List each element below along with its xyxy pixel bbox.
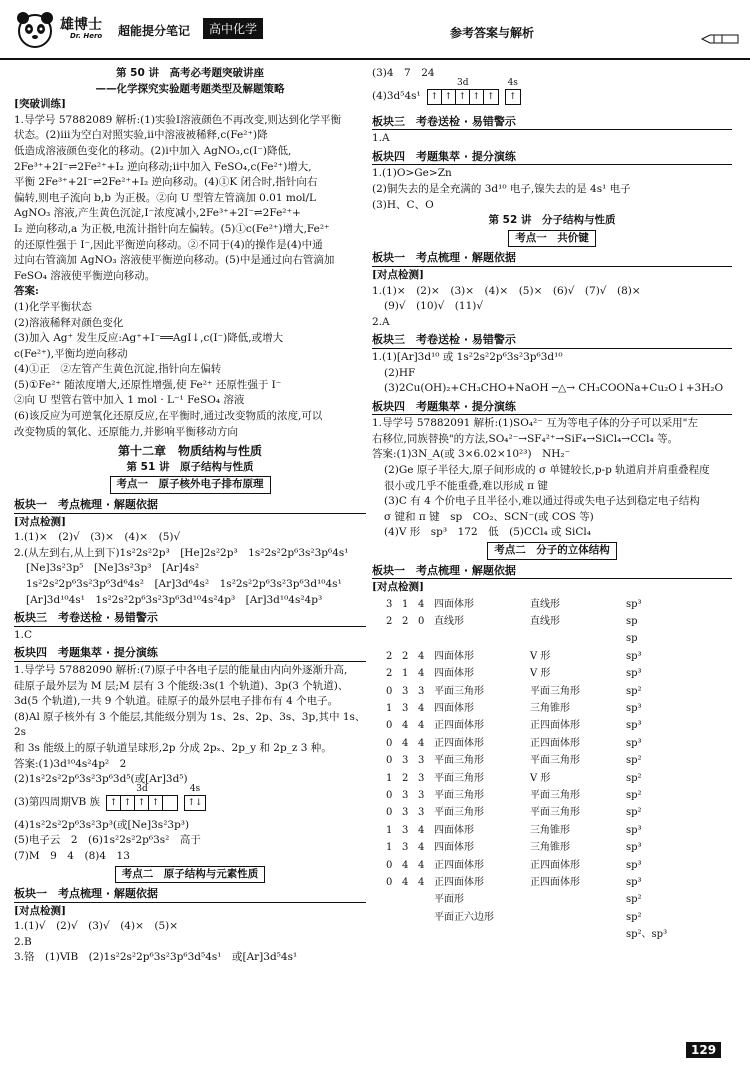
- brand-english: Dr. Hero: [70, 32, 103, 40]
- table-cell: 3: [402, 807, 409, 819]
- table-cell: 平面三角形: [434, 755, 484, 767]
- answer-line: (2)铜失去的是全充满的 3d¹⁰ 电子,镍失去的是 4s¹ 电子: [372, 182, 631, 195]
- q1-line: 的还原性强于 I⁻,因此平衡逆向移动。②不同于(4)的操作是(4)中通: [14, 238, 323, 251]
- block-heading: 板块三 考卷送检 · 易错警示: [14, 610, 366, 627]
- block-heading: 板块一 考点梳理 · 解题依据: [372, 250, 732, 267]
- orbital-cell: ↑: [135, 796, 149, 810]
- page-header: [0, 0, 750, 60]
- answer-line: (9)√ (10)√ (11)√: [384, 300, 484, 313]
- answer-line: σ 键和 π 键 sp CO₂、SCN⁻(或 COS 等): [384, 510, 594, 523]
- orbital-label: 3d: [136, 783, 148, 794]
- answer-line: (5)电子云 2 (6)1s²2s²2p⁶3s² 高于: [14, 834, 201, 847]
- table-cell: sp³: [626, 859, 642, 871]
- table-cell: 4: [418, 703, 425, 715]
- table-row: [386, 891, 673, 908]
- header-title: 参考答案与解析: [450, 26, 535, 40]
- topic-box-4: 考点二 分子的立体结构: [487, 542, 617, 560]
- answer-line: (4)1s²2s²2p⁶3s²3p³(或[Ne]3s²3p³): [14, 818, 190, 831]
- answer-line: [Ar]3d¹⁰4s¹ 1s²2s²2p⁶3s²3p⁶3d¹⁰4s²4p³ [Ar]3d¹⁰4s²4p³: [26, 593, 323, 606]
- orbital-3d: [106, 783, 178, 811]
- answer-line: (5)①Fe²⁺ 随浓度增大,还原性增强,使 Fe²⁺ 还原性强于 I⁻: [14, 378, 282, 391]
- table-cell: [434, 631, 530, 648]
- block-heading: 板块四 考题集萃 · 提分演练: [14, 645, 366, 662]
- table-row: [386, 874, 673, 891]
- panda-logo-icon: [14, 10, 56, 50]
- orbital-cell: ↑: [107, 796, 121, 810]
- table-row: [386, 596, 673, 613]
- table-cell: 0: [386, 876, 393, 888]
- answer-line: (7)M 9 4 (8)4 13: [14, 849, 130, 862]
- table-cell: 四面体形: [434, 650, 474, 662]
- table-cell: 0: [386, 737, 393, 749]
- table-cell: 平面三角形: [530, 790, 580, 801]
- table-cell: 0: [386, 790, 393, 801]
- table-cell: 正四面体形: [530, 720, 580, 732]
- orbital-cell: ↑: [456, 90, 470, 104]
- table-cell: 4: [402, 859, 409, 871]
- table-cell: V 形: [530, 772, 551, 784]
- page-number: 129: [686, 1042, 721, 1058]
- table-cell: 4: [418, 824, 425, 836]
- answer-line: (4)3d⁵4s¹: [372, 89, 421, 102]
- table-row: [386, 839, 673, 856]
- table-cell: sp³: [626, 737, 642, 749]
- orbital-diagram-q2: [14, 783, 366, 818]
- lecture-52-title: 第 52 讲 分子结构与性质: [488, 214, 616, 227]
- table-cell: sp³: [626, 876, 642, 888]
- table-cell: [418, 909, 434, 926]
- answer-line: 1.(1)√ (2)√ (3)√ (4)× (5)×: [14, 920, 179, 933]
- table-cell: 四面体形: [434, 842, 474, 854]
- table-cell: 三角锥形: [530, 824, 570, 836]
- answer-line: 改变物质的氧化、还原能力,并影响平衡移动方向: [14, 425, 238, 438]
- table-cell: [402, 631, 418, 648]
- table-cell: 3: [402, 703, 409, 715]
- table-cell: 4: [418, 859, 425, 871]
- orbital-label: 4s: [189, 783, 201, 794]
- answer-line: 1.(1)× (2)× (3)× (4)× (5)× (6)√ (7)√ (8)×: [372, 284, 641, 297]
- block-heading: 板块一 考点梳理 · 解题依据: [14, 497, 366, 514]
- table-cell: 3: [418, 755, 425, 767]
- table-cell: sp²: [626, 755, 642, 767]
- answer-line: 1.(1)O>Ge>Zn: [372, 167, 452, 180]
- table-cell: 4: [402, 876, 409, 888]
- block-heading: 板块一 考点梳理 · 解题依据: [372, 563, 732, 580]
- lecture-50-title: 第 50 讲 高考必考题突破讲座: [116, 67, 264, 79]
- table-cell: 0: [386, 859, 393, 871]
- table-cell: sp³: [626, 842, 642, 854]
- answer-line: (3)第四周期ⅤB 族: [14, 795, 101, 808]
- table-cell: 3: [402, 824, 409, 836]
- answer-line: (2)Ge 原子半径大,原子间形成的 σ 单键较长,p-p 轨道肩并肩重叠程度: [384, 464, 710, 477]
- table-cell: 2: [386, 650, 393, 662]
- q1-line: FeSO₄ 溶液使平衡逆向移动。: [14, 269, 156, 282]
- table-cell: sp²: [626, 807, 642, 819]
- table-cell: 2: [386, 616, 393, 628]
- right-column: [372, 66, 732, 944]
- table-cell: sp³: [626, 824, 642, 836]
- orbital-cell: ↑: [149, 796, 163, 810]
- q1-line: 2Fe³⁺+2I⁻⇌2Fe²⁺+I₂ 逆向移动;ⅱ中加入 FeSO₄,c(Fe²⁺)增大,: [14, 160, 312, 173]
- table-row: [386, 700, 673, 717]
- table-cell: 平面三角形: [530, 755, 580, 767]
- table-cell: sp³: [626, 720, 642, 732]
- table-cell: [402, 909, 418, 926]
- q1-line: 过向右管滴加 AgNO₃ 溶液使平衡逆向移动。(5)中是通过向右管滴加: [14, 254, 335, 267]
- table-cell: 4: [418, 598, 425, 610]
- table-cell: [530, 631, 626, 648]
- answer-line: (4)①正 ②左管产生黄色沉淀,指针向左偏转: [14, 363, 222, 376]
- table-row: [386, 805, 673, 822]
- table-row: [386, 631, 673, 648]
- answer-line: 1.C: [14, 628, 33, 641]
- q1-line: 状态。(2)ⅲ为空白对照实验,ⅱ中溶液被稀释,c(Fe²⁺)降: [14, 129, 268, 142]
- q3-line: 右移位,同族替换"的方法,SO₄²⁻→SF₄²⁺→SiF₄→SiCl₄→CCl₄ 等。: [372, 432, 679, 445]
- orbital-cell: [163, 796, 177, 810]
- orbital-cell: ↑: [486, 91, 495, 102]
- table-cell: [418, 891, 434, 908]
- table-cell: 0: [386, 685, 393, 697]
- brand-name: 雄博士: [60, 17, 102, 33]
- orbital-4s: [505, 77, 521, 105]
- table-cell: 正四面体形: [434, 720, 484, 732]
- table-cell: 4: [402, 720, 409, 732]
- table-cell: [418, 926, 434, 943]
- table-cell: sp²: [626, 894, 642, 906]
- q2-line: 3d(5 个轨道),一共 9 个轨道。硅原子的最外层电子排布有 4 个电子。: [14, 695, 339, 708]
- table-cell: 4: [418, 650, 425, 662]
- block-heading: 板块四 考题集萃 · 提分演练: [372, 149, 732, 166]
- q2-line: (8)Al 原子核外有 3 个能层,其能级分别为 1s、2s、2p、3s、3p,其中 1s、2s: [14, 710, 366, 739]
- table-cell: sp²、sp³: [626, 929, 668, 941]
- table-cell: 四面体形: [434, 598, 474, 610]
- table-cell: [530, 909, 626, 926]
- table-cell: sp³: [626, 650, 642, 662]
- table-row: [386, 787, 673, 804]
- table-cell: 1: [386, 842, 393, 854]
- table-cell: 平面三角形: [434, 807, 484, 819]
- table-cell: 正四面体形: [434, 737, 484, 749]
- q1-line: 1.导学号 57882089 解析:(1)实验Ⅰ溶液颜色不再改变,则达到化学平衡: [14, 113, 342, 126]
- table-cell: 4: [418, 737, 425, 749]
- q1-line: 平衡 2Fe³⁺+2I⁻⇌2Fe²⁺+I₂ 逆向移动。(4)①K 闭合时,指针向右: [14, 176, 318, 189]
- block-heading: 板块一 考点梳理 · 解题依据: [14, 886, 366, 903]
- table-cell: sp²: [626, 790, 642, 801]
- orbital-cell: ↑↓: [187, 797, 203, 808]
- check-label: [对点检测]: [14, 904, 66, 917]
- table-cell: 四面体形: [434, 703, 474, 715]
- table-cell: 正四面体形: [530, 859, 580, 871]
- table-cell: 3: [418, 772, 425, 784]
- table-cell: V 形: [530, 650, 551, 662]
- vsepr-table: [386, 596, 673, 944]
- q2-line: 硅原子最外层为 M 层;M 层有 3 个能级:3s(1 个轨道)、3p(3 个轨道)、: [14, 679, 349, 692]
- table-cell: sp²: [626, 772, 642, 784]
- answer-line: 2.A: [372, 315, 390, 328]
- table-cell: 0: [418, 616, 425, 628]
- orbital-cell: ↑: [428, 90, 442, 104]
- table-cell: 1: [402, 668, 409, 680]
- table-cell: 三角锥形: [530, 703, 570, 715]
- table-cell: [386, 909, 402, 926]
- answer-line: c(Fe²⁺),平衡均逆向移动: [14, 347, 128, 360]
- table-cell: sp³: [626, 598, 642, 610]
- q1-line: 偏转,则电子流向 b,b 为正极。②向 U 型管左管滴加 0.01 mol/L: [14, 191, 317, 204]
- table-cell: 直线形: [434, 616, 464, 628]
- q2-line: 和 3s 能级上的原子轨道呈球形,2p 分成 2pₓ、2p_y 和 2p_z 3 种。: [14, 741, 332, 754]
- table-cell: 正四面体形: [530, 876, 580, 888]
- q1-line: AgNO₃ 溶液,产生黄色沉淀,I⁻浓度减小,2Fe³⁺+2I⁻⇌2Fe²⁺+: [14, 207, 301, 220]
- check-label: [对点检测]: [14, 515, 66, 528]
- topic-box-2: 考点二 原子结构与元素性质: [115, 866, 266, 884]
- table-cell: 平面正六边形: [434, 911, 494, 923]
- table-cell: 4: [418, 876, 425, 888]
- chapter-12-title: 第十二章 物质结构与性质: [117, 444, 262, 459]
- q1-line: 低造成溶液颜色变化的移动。(2)ⅰ中加入 AgNO₃,c(I⁻)降低,: [14, 144, 292, 157]
- table-cell: 3: [402, 685, 409, 697]
- left-column: [14, 66, 366, 966]
- table-cell: 0: [386, 755, 393, 767]
- orbital-3d: [427, 77, 499, 105]
- answer-line: 答案:(1)3d¹⁰4s²4p² 2: [14, 757, 127, 770]
- table-cell: 1: [386, 772, 393, 784]
- table-cell: sp: [626, 616, 638, 628]
- q1-solution: [14, 113, 366, 285]
- table-cell: 3: [386, 598, 393, 610]
- subject-badge: 高中化学: [203, 18, 263, 39]
- answer-line: (2)HF: [384, 366, 416, 379]
- q1-line: I₂ 逆向移动,a 为正极,电流计指针向左偏转。(5)①c(Fe²⁺)增大,Fe²⁺: [14, 222, 330, 235]
- answer-line: 1s²2s²2p⁶3s²3p⁶3d⁶4s² [Ar]3d⁶4s² 1s²2s²2p⁶3s²3p⁶3d¹⁰4s¹: [26, 578, 342, 590]
- table-cell: 平面形: [434, 894, 464, 906]
- table-cell: 2: [402, 616, 409, 628]
- orbital-label: 4s: [507, 77, 518, 88]
- table-cell: sp²: [626, 911, 642, 923]
- answer-label: 答案:: [14, 285, 39, 298]
- table-cell: [386, 926, 402, 943]
- table-cell: 3: [402, 755, 409, 767]
- table-cell: [386, 891, 402, 908]
- table-cell: [402, 891, 418, 908]
- table-cell: 1: [386, 703, 393, 715]
- table-cell: 0: [386, 720, 393, 732]
- answer-line: (3)4 7 24: [372, 67, 435, 79]
- table-cell: [530, 891, 626, 908]
- table-cell: sp³: [626, 668, 642, 680]
- table-cell: 4: [402, 737, 409, 749]
- block-heading: 板块四 考题集萃 · 提分演练: [372, 399, 732, 416]
- answer-line: 答案:(1)3N_A(或 3×6.02×10²³) NH₂⁻: [372, 448, 571, 461]
- section-label: [突破训练]: [14, 98, 66, 111]
- answer-line: (3)C 有 4 个价电子且半径小,难以通过得或失电子达到稳定电子结构: [384, 495, 700, 508]
- table-row: [386, 926, 673, 943]
- answer-line: 1.A: [372, 132, 390, 145]
- table-cell: V 形: [530, 668, 551, 680]
- table-row: [386, 752, 673, 769]
- table-cell: 4: [418, 842, 425, 854]
- answer-line: 2.B: [14, 935, 32, 948]
- pencil-icon: [700, 34, 740, 44]
- answer-line: 1.(1)× (2)√ (3)× (4)× (5)√: [14, 531, 181, 544]
- table-cell: 4: [418, 720, 425, 732]
- answer-line: 很小或几乎不能重叠,难以形成 π 键: [384, 479, 548, 492]
- answer-line: (4)V 形 sp³ 172 低 (5)CCl₄ 或 SiCl₄: [384, 526, 591, 539]
- orbital-cell: ↑: [442, 90, 456, 104]
- table-cell: 3: [418, 807, 425, 819]
- q3-line: 1.导学号 57882091 解析:(1)SO₄²⁻ 互为等电子体的分子可以采用"左: [372, 417, 698, 430]
- table-cell: [402, 926, 418, 943]
- table-cell: 平面三角形: [434, 685, 484, 697]
- table-cell: 平面三角形: [530, 685, 580, 697]
- orbital-cell: ↑: [508, 91, 517, 102]
- table-cell: 2: [402, 650, 409, 662]
- table-cell: sp²: [626, 685, 642, 697]
- orbital-4s: [184, 783, 206, 811]
- check-label: [对点检测]: [372, 268, 424, 281]
- answer-line: [Ne]3s²3p⁵ [Ne]3s²3p³ [Ar]4s²: [26, 562, 200, 575]
- answer-line: (2)溶液稀释对颜色变化: [14, 316, 124, 329]
- table-cell: 3: [402, 790, 409, 801]
- q2-line: 1.导学号 57882090 解析:(7)原子中各电子层的能量由内向外逐渐升高,: [14, 663, 348, 676]
- answer-line: 1.(1)[Ar]3d¹⁰ 或 1s²2s²2p⁶3s²3p⁶3d¹⁰: [372, 350, 563, 363]
- answer-line: (3)2Cu(OH)₂+CH₃CHO+NaOH ─△→ CH₃COONa+Cu₂O↓+3H₂O: [384, 382, 724, 395]
- topic-box-3: 考点一 共价键: [508, 230, 596, 248]
- table-row: [386, 822, 673, 839]
- table-cell: 3: [418, 790, 425, 801]
- table-cell: sp³: [626, 703, 642, 715]
- table-cell: 四面体形: [434, 824, 474, 836]
- table-cell: 3: [418, 685, 425, 697]
- block-heading: 板块三 考卷送检 · 易错警示: [372, 114, 732, 131]
- table-cell: 正四面体形: [530, 737, 580, 749]
- answer-line: (3)H、C、O: [372, 198, 434, 211]
- table-cell: 四面体形: [434, 668, 474, 680]
- table-cell: 0: [386, 807, 393, 819]
- table-cell: 三角锥形: [530, 842, 570, 854]
- orbital-diagram-right: [372, 77, 732, 112]
- series-name: 超能提分笔记: [118, 24, 191, 38]
- table-row: [386, 665, 673, 682]
- lecture-51-title: 第 51 讲 原子结构与性质: [126, 460, 254, 473]
- table-cell: [386, 631, 402, 648]
- table-row: [386, 770, 673, 787]
- table-cell: 平面三角形: [434, 772, 484, 784]
- block-heading: 板块三 考卷送检 · 易错警示: [372, 332, 732, 349]
- check-label: [对点检测]: [372, 581, 424, 594]
- table-row: [386, 683, 673, 700]
- answer-line: ②向 U 型管右管中加入 1 mol · L⁻¹ FeSO₄ 溶液: [14, 394, 245, 407]
- table-cell: 2: [402, 772, 409, 784]
- orbital-label: 3d: [457, 77, 469, 88]
- answer-line: (6)该反应为可逆氧化还原反应,在平衡时,通过改变物质的浓度,可以: [14, 410, 323, 423]
- table-cell: [434, 926, 530, 943]
- table-row: [386, 857, 673, 874]
- table-cell: 4: [418, 668, 425, 680]
- answer-line: 3.铬 (1)ⅥB (2)1s²2s²2p⁶3s²3p⁶3d⁵4s¹ 或[Ar]3d⁵4s¹: [14, 951, 298, 964]
- table-cell: 2: [386, 668, 393, 680]
- lecture-50-subtitle: ——化学探究实验题考题类型及解题策略: [95, 82, 285, 95]
- table-cell: 正四面体形: [434, 859, 484, 871]
- table-cell: 3: [402, 842, 409, 854]
- table-cell: sp: [626, 633, 638, 645]
- answer-line: (3)加入 Ag⁺ 发生反应:Ag⁺+I⁻══AgI↓,c(I⁻)降低,或增大: [14, 332, 284, 345]
- answer-line: (1)化学平衡状态: [14, 300, 92, 313]
- table-cell: 平面三角形: [434, 790, 484, 801]
- table-row: [386, 648, 673, 665]
- table-row: [386, 735, 673, 752]
- table-cell: 1: [386, 824, 393, 836]
- table-cell: [530, 926, 626, 943]
- table-row: [386, 613, 673, 630]
- table-cell: 直线形: [530, 598, 560, 610]
- orbital-cell: ↑: [470, 90, 484, 104]
- table-cell: [418, 631, 434, 648]
- table-cell: 平面三角形: [530, 807, 580, 819]
- topic-box-1: 考点一 原子核外电子排布原理: [110, 476, 271, 494]
- table-cell: 正四面体形: [434, 876, 484, 888]
- table-row: [386, 909, 673, 926]
- answer-line: 2.(从左到右,从上到下)1s²2s²2p³ [He]2s²2p³ 1s²2s²2p⁶3s²3p⁶4s¹: [14, 546, 349, 559]
- table-cell: 1: [402, 598, 409, 610]
- table-row: [386, 718, 673, 735]
- table-cell: 直线形: [530, 616, 560, 628]
- answer-line: (2)1s²2s²2p⁶3s²3p⁶3d⁵(或[Ar]3d⁵): [14, 773, 188, 786]
- orbital-cell: ↑: [121, 796, 135, 810]
